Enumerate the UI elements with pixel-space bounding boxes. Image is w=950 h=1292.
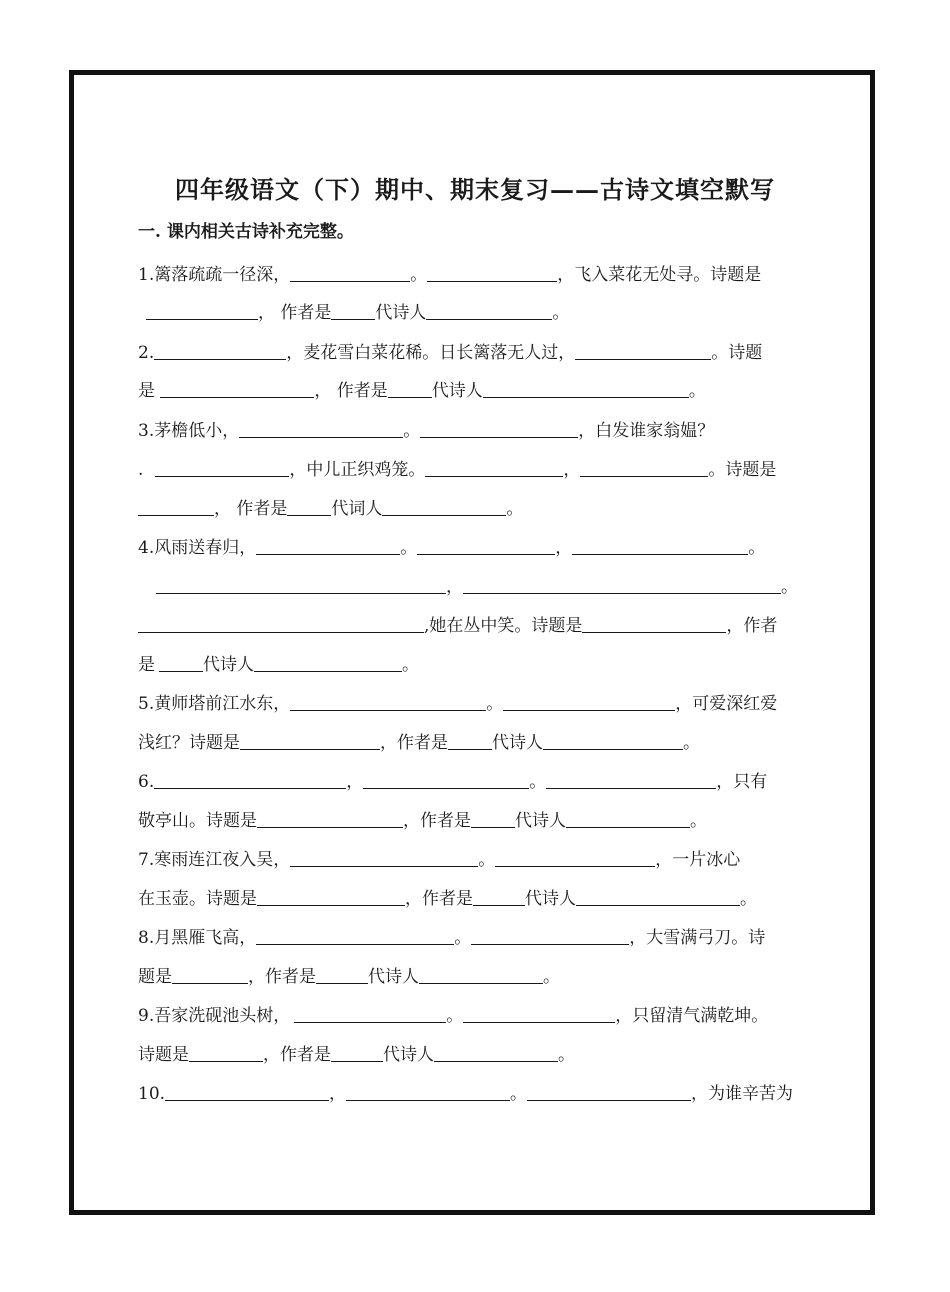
answer-blank[interactable]: [290, 848, 478, 867]
answer-blank[interactable]: [290, 692, 486, 711]
answer-blank[interactable]: [257, 887, 405, 906]
answer-blank[interactable]: [256, 536, 400, 555]
answer-blank[interactable]: [165, 1082, 329, 1101]
answer-blank[interactable]: [290, 263, 410, 282]
answer-blank[interactable]: [463, 1004, 615, 1023]
question-4-line-3: ,她在丛中笑。诗题是 ，作者: [138, 611, 777, 641]
question-2-line-2: 是 ， 作者是 代诗人 。: [138, 381, 706, 401]
question-4-line-4: 是 代诗人 。: [138, 655, 419, 675]
answer-blank[interactable]: [160, 379, 314, 398]
question-4-line-2: ， 。: [138, 572, 798, 602]
answer-blank[interactable]: [471, 926, 629, 945]
question-2-line-1: 2. ，麦花雪白菜花稀。日长篱落无人过， 。诗题: [138, 343, 763, 363]
answer-blank[interactable]: [346, 1082, 510, 1101]
question-4-line-1: 4.风雨送春归， 。 ， 。: [138, 538, 766, 558]
question-7-line-1: 7.寒雨连江夜入吴， 。 ，一片冰心: [138, 850, 741, 870]
answer-blank[interactable]: [576, 887, 740, 906]
answer-blank[interactable]: [495, 848, 655, 867]
question-9-line-2: 诗题是 ，作者是 代诗人 。: [138, 1045, 575, 1065]
question-10-line-1: 10. ， 。 ，为谁辛苦为: [138, 1084, 794, 1104]
answer-blank[interactable]: [155, 458, 289, 477]
answer-blank[interactable]: [156, 575, 446, 594]
answer-blank[interactable]: [138, 614, 424, 633]
answer-blank[interactable]: [331, 301, 375, 320]
question-1-line-2: ， 作者是 代诗人 。: [138, 298, 569, 328]
section-heading: 一. 课内相关古诗补充完整。: [138, 222, 354, 242]
answer-blank[interactable]: [473, 887, 525, 906]
question-1-line-1: 1.篱落疏疏一径深， 。 ，飞入菜花无处寻。诗题是: [138, 265, 762, 285]
question-9-line-1: 9.吾家洗砚池头树， 。 ，只留清气满乾坤。: [138, 1006, 769, 1026]
answer-blank[interactable]: [425, 458, 563, 477]
answer-blank[interactable]: [463, 575, 781, 594]
answer-blank[interactable]: [382, 497, 506, 516]
question-3-line-3: ， 作者是 代词人 。: [138, 494, 523, 524]
question-8-line-2: 题是 ，作者是 代诗人 。: [138, 967, 560, 987]
question-6-line-1: 6. ， 。 ，只有: [138, 772, 768, 792]
answer-blank[interactable]: [420, 419, 578, 438]
answer-blank[interactable]: [503, 692, 675, 711]
answer-blank[interactable]: [189, 1043, 263, 1062]
question-7-line-2: 在玉壶。诗题是 ，作者是 代诗人 。: [138, 889, 757, 909]
answer-blank[interactable]: [138, 497, 214, 516]
answer-blank[interactable]: [172, 965, 248, 984]
answer-blank[interactable]: [427, 263, 557, 282]
answer-blank[interactable]: [146, 301, 258, 320]
answer-blank[interactable]: [256, 926, 454, 945]
question-5-line-2: 浅红？诗题是 ，作者是 代诗人 。: [138, 733, 700, 753]
answer-blank[interactable]: [572, 536, 748, 555]
answer-blank[interactable]: [388, 379, 432, 398]
answer-blank[interactable]: [580, 458, 708, 477]
answer-blank[interactable]: [546, 770, 716, 789]
answer-blank[interactable]: [254, 653, 402, 672]
answer-blank[interactable]: [363, 770, 529, 789]
answer-blank[interactable]: [417, 536, 555, 555]
question-5-line-1: 5.黄师塔前江水东， 。 ，可爱深红爱: [138, 694, 778, 714]
answer-blank[interactable]: [159, 653, 203, 672]
answer-blank[interactable]: [566, 809, 690, 828]
answer-blank[interactable]: [527, 1082, 691, 1101]
answer-blank[interactable]: [426, 301, 552, 320]
answer-blank[interactable]: [287, 497, 331, 516]
answer-blank[interactable]: [543, 731, 683, 750]
page-title: 四年级语文（下）期中、期末复习——古诗文填空默写: [175, 175, 775, 204]
answer-blank[interactable]: [471, 809, 515, 828]
answer-blank[interactable]: [257, 809, 403, 828]
question-3-line-2: . ，中儿正织鸡笼。 ， 。诗题是: [138, 460, 777, 480]
answer-blank[interactable]: [419, 965, 543, 984]
answer-blank[interactable]: [239, 419, 403, 438]
answer-blank[interactable]: [331, 1043, 383, 1062]
question-3-line-1: 3.茅檐低小， 。 ，白发谁家翁媪？: [138, 421, 715, 441]
answer-blank[interactable]: [154, 341, 286, 360]
answer-blank[interactable]: [575, 341, 711, 360]
answer-blank[interactable]: [294, 1004, 446, 1023]
answer-blank[interactable]: [316, 965, 368, 984]
answer-blank[interactable]: [154, 770, 346, 789]
answer-blank[interactable]: [582, 614, 726, 633]
answer-blank[interactable]: [240, 731, 380, 750]
question-8-line-1: 8.月黑雁飞高， 。 ，大雪满弓刀。诗: [138, 928, 766, 948]
answer-blank[interactable]: [483, 379, 689, 398]
answer-blank[interactable]: [434, 1043, 558, 1062]
question-6-line-2: 敬亭山。诗题是 ，作者是 代诗人 。: [138, 811, 707, 831]
answer-blank[interactable]: [448, 731, 492, 750]
